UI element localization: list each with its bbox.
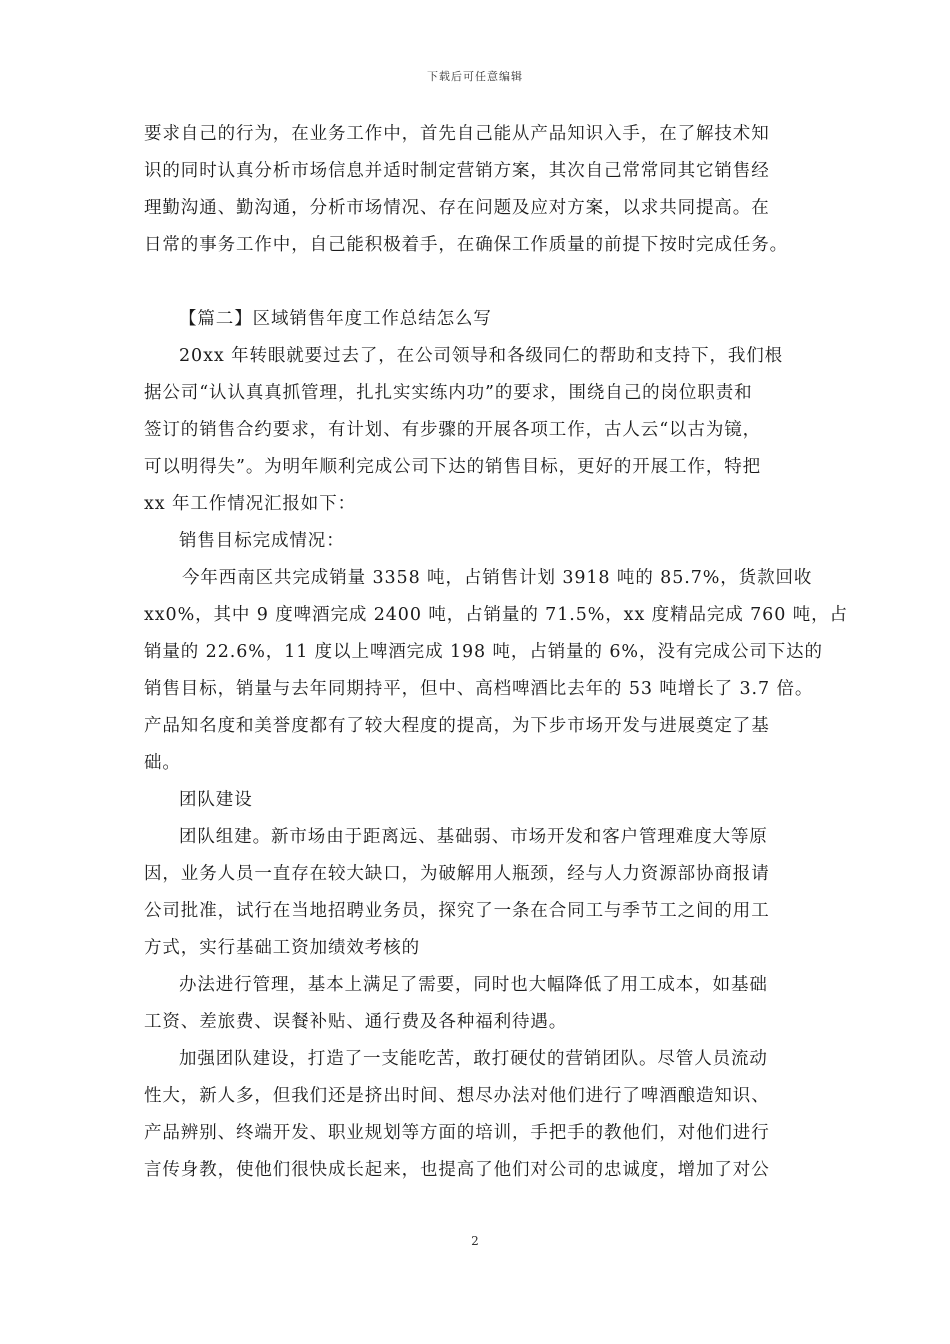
section-title: 【篇二】区域销售年度工作总结怎么写 bbox=[179, 309, 492, 329]
document-body bbox=[144, 116, 848, 1189]
subheading-team-building: 团队建设 bbox=[179, 790, 253, 810]
paragraph-line: 今年西南区共完成销量 3358 吨，占销售计划 3918 吨的 85.7%，货款回收 bbox=[182, 568, 813, 588]
paragraph-line: 识的同时认真分析市场信息并适时制定营销方案，其次自己常常同其它销售经 bbox=[144, 161, 770, 181]
paragraph-line: 要求自己的行为，在业务工作中，首先自己能从产品知识入手，在了解技术知 bbox=[144, 124, 770, 144]
paragraph-line: 据公司“认认真真抓管理，扎扎实实练内功”的要求，围绕自己的岗位职责和 bbox=[144, 383, 753, 403]
paragraph-line: 签订的销售合约要求，有计划、有步骤的开展各项工作，古人云“以古为镜， bbox=[144, 420, 762, 440]
paragraph-line: 20xx 年转眼就要过去了，在公司领导和各级同仁的帮助和支持下，我们根 bbox=[179, 346, 784, 366]
paragraph-line: 产品知名度和美誉度都有了较大程度的提高，为下步市场开发与进展奠定了基 bbox=[144, 716, 770, 736]
paragraph-line: 日常的事务工作中，自己能积极着手，在确保工作质量的前提下按时完成任务。 bbox=[144, 235, 788, 255]
paragraph-line: 工资、差旅费、误餐补贴、通行费及各种福利待遇。 bbox=[144, 1012, 568, 1032]
page-number: 2 bbox=[471, 1234, 479, 1248]
paragraph-line: 加强团队建设，打造了一支能吃苦，敢打硬仗的营销团队。尽管人员流动 bbox=[179, 1049, 768, 1069]
paragraph-line: 础。 bbox=[144, 753, 181, 773]
paragraph-line: 团队组建。新市场由于距离远、基础弱、市场开发和客户管理难度大等原 bbox=[179, 827, 768, 847]
paragraph-line: 可以明得失”。为明年顺利完成公司下达的销售目标，更好的开展工作，特把 bbox=[144, 457, 762, 477]
paragraph-line: 销售目标，销量与去年同期持平，但中、高档啤酒比去年的 53 吨增长了 3.7 倍。 bbox=[144, 679, 814, 699]
paragraph-line: 因，业务人员一直存在较大缺口，为破解用人瓶颈，经与人力资源部协商报请 bbox=[144, 864, 770, 884]
paragraph-line: xx0%，其中 9 度啤酒完成 2400 吨，占销量的 71.5%，xx 度精品完成 760 吨，占 bbox=[144, 605, 848, 625]
paragraph-line: xx 年工作情况汇报如下： bbox=[144, 494, 357, 514]
paragraph-line: 言传身教，使他们很快成长起来，也提高了他们对公司的忠诚度，增加了对公 bbox=[144, 1160, 770, 1180]
paragraph-line: 公司批准，试行在当地招聘业务员，探究了一条在合同工与季节工之间的用工 bbox=[144, 901, 770, 921]
page-header: 下载后可任意编辑 bbox=[427, 70, 523, 83]
paragraph-line: 性大，新人多，但我们还是挤出时间、想尽办法对他们进行了啤酒酿造知识、 bbox=[144, 1086, 770, 1106]
paragraph-line: 办法进行管理，基本上满足了需要，同时也大幅降低了用工成本，如基础 bbox=[179, 975, 768, 995]
paragraph-line: 方式，实行基础工资加绩效考核的 bbox=[144, 938, 420, 958]
paragraph-line: 产品辨别、终端开发、职业规划等方面的培训，手把手的教他们，对他们进行 bbox=[144, 1123, 770, 1143]
paragraph-gap bbox=[144, 264, 808, 301]
paragraph-line: 销量的 22.6%，11 度以上啤酒完成 198 吨，占销量的 6%，没有完成公司下达的 bbox=[144, 642, 823, 662]
paragraph-line: 理勤沟通、勤沟通，分析市场情况、存在问题及应对方案，以求共同提高。在 bbox=[144, 198, 770, 218]
subheading-sales-target: 销售目标完成情况： bbox=[179, 531, 345, 551]
